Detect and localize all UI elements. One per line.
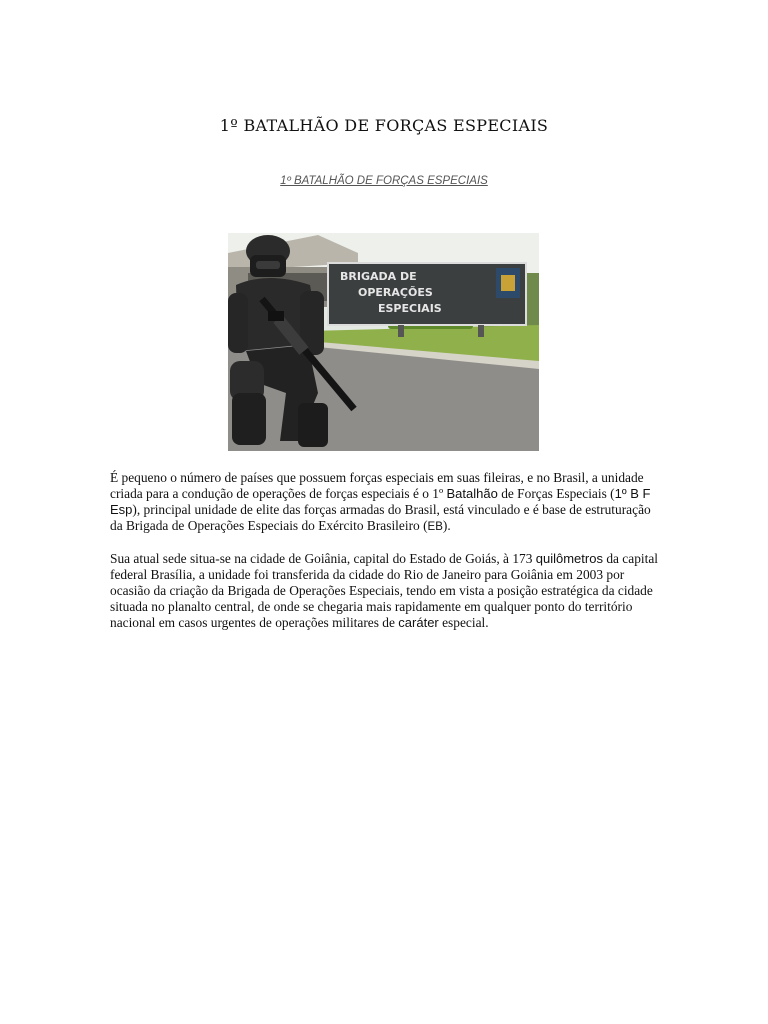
paragraph-location — [110, 551, 658, 631]
paragraph-intro-text-4: ). — [442, 518, 451, 533]
sign-line-2: OPERAÇÕES — [358, 286, 433, 299]
km-term: quilômetros — [535, 551, 603, 566]
paragraph-intro — [110, 470, 658, 535]
paragraph-location-text-3: especial. — [438, 615, 489, 630]
batalhao-term: Batalhão — [446, 486, 498, 501]
sign-line-3: ESPECIAIS — [378, 302, 442, 315]
subtitle-link[interactable]: 1º BATALHÃO DE FORÇAS ESPECIAIS — [280, 175, 488, 187]
paragraph-location-text-2: da capital federal Brasília, a unidade foi transferida da cidade do Rio de Janeiro para Goiânia em 2003 por ocasião da criação da Brigada de Operações Especiais, tendo em vista a posição estratégica da cidade situada no planalto central, de onde se chegaria mais rapidamente em qualquer ponto do território nacional em casos urgentes de operações militares de — [110, 551, 658, 630]
page-title: 1º BATALHÃO DE FORÇAS ESPECIAIS — [219, 116, 549, 135]
unit-abbreviation: 1º B F Esp — [110, 486, 651, 517]
article-body — [110, 470, 658, 647]
soldier-photo — [228, 233, 539, 451]
paragraph-intro-text: É pequeno o número de países que possuem forças especiais em suas fileiras, e no Brasil, a unidade criada para a condução de operações de forças especiais é o 1º — [110, 470, 644, 501]
carater-term: caráter — [398, 615, 439, 630]
sign-line-1: BRIGADA DE — [340, 270, 417, 283]
eb-abbreviation: EB — [427, 521, 443, 533]
paragraph-intro-text-3: ), principal unidade de elite das forças armadas do Brasil, está vinculado e é base de estruturação da Brigada de Operações Especiais do Exército Brasileiro ( — [110, 502, 651, 533]
paragraph-location-text: Sua atual sede situa-se na cidade de Goiânia, capital do Estado de Goiás, à 173 — [110, 551, 536, 566]
paragraph-intro-text-2: de Forças Especiais ( — [497, 486, 615, 501]
